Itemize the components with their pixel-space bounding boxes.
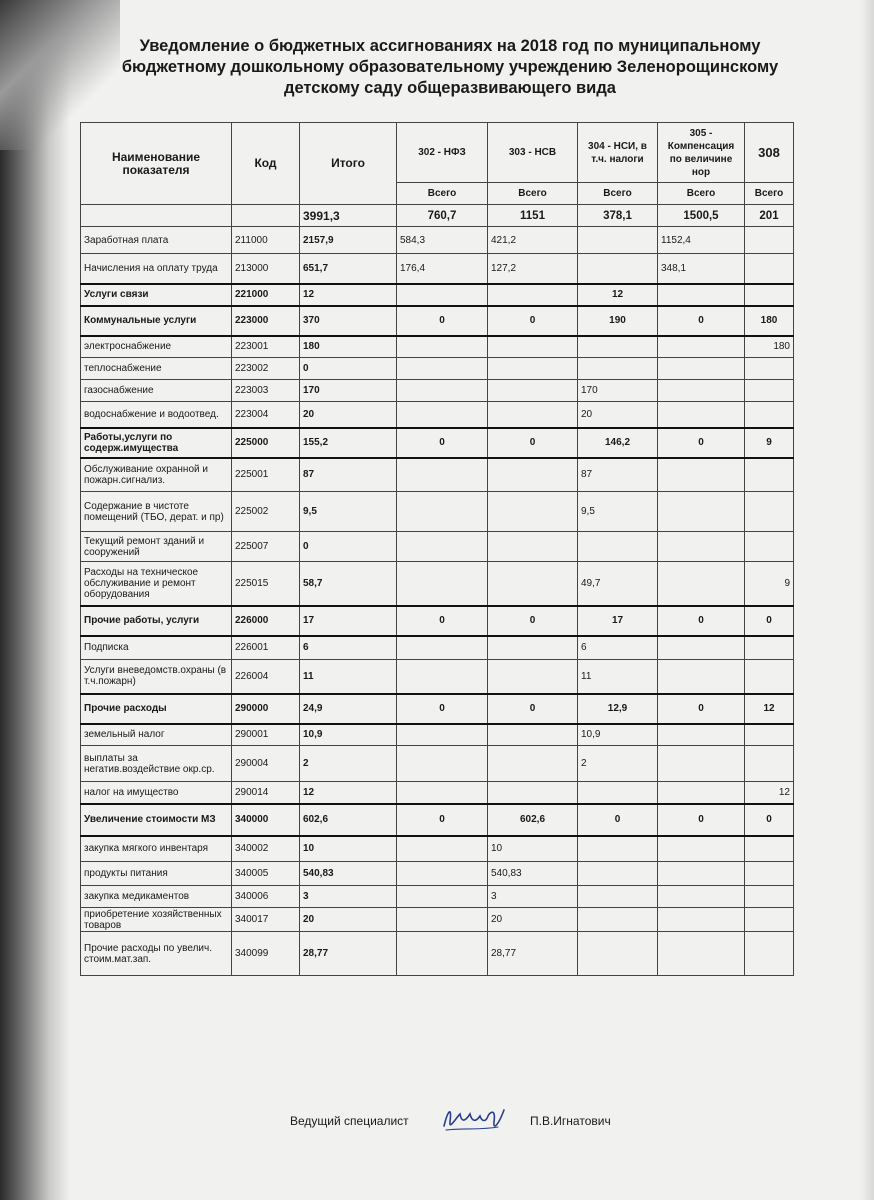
- row-302: 176,4: [397, 254, 488, 284]
- row-304: 20: [578, 402, 658, 428]
- row-304: 11: [578, 660, 658, 694]
- row-code: 340005: [232, 862, 300, 886]
- row-304: [578, 254, 658, 284]
- row-305: 1152,4: [658, 227, 745, 254]
- handwritten-signature: [438, 1100, 508, 1138]
- summary-303: 1151: [488, 205, 578, 227]
- row-name: Содержание в чистоте помещений (ТБО, дерат. и пр): [81, 492, 232, 532]
- row-304: 49,7: [578, 562, 658, 606]
- row-code: 223004: [232, 402, 300, 428]
- row-name: Услуги связи: [81, 284, 232, 306]
- row-code: 340099: [232, 932, 300, 976]
- title-line-1: Уведомление о бюджетных ассигнованиях на 2018 год по муниципальному: [139, 37, 761, 55]
- row-code: 223001: [232, 336, 300, 358]
- subheader-all-308: Всего: [745, 183, 794, 205]
- row-304: 17: [578, 606, 658, 636]
- row-total: 11: [300, 660, 397, 694]
- row-304: 2: [578, 746, 658, 782]
- row-308: 0: [745, 804, 794, 836]
- row-total: 20: [300, 908, 397, 932]
- subheader-all-303: Всего: [488, 183, 578, 205]
- row-total: 28,77: [300, 932, 397, 976]
- row-308: [745, 284, 794, 306]
- row-total: 170: [300, 380, 397, 402]
- row-302: 0: [397, 804, 488, 836]
- row-303: [488, 458, 578, 492]
- row-code: 290001: [232, 724, 300, 746]
- table-row: [81, 660, 794, 694]
- row-302: [397, 660, 488, 694]
- row-308: [745, 908, 794, 932]
- row-305: [658, 908, 745, 932]
- row-code: 340017: [232, 908, 300, 932]
- row-total: 58,7: [300, 562, 397, 606]
- row-name: Работы,услуги по содерж.имущества: [81, 428, 232, 458]
- table-row: [81, 284, 794, 306]
- row-304: [578, 532, 658, 562]
- row-303: 0: [488, 606, 578, 636]
- table-row: [81, 227, 794, 254]
- row-304: 12,9: [578, 694, 658, 724]
- row-302: [397, 746, 488, 782]
- row-302: 584,3: [397, 227, 488, 254]
- row-code: 290004: [232, 746, 300, 782]
- row-code: 213000: [232, 254, 300, 284]
- table-row: [81, 804, 794, 836]
- row-name: приобретение хозяйственных товаров: [81, 908, 232, 932]
- row-303: [488, 336, 578, 358]
- row-302: [397, 724, 488, 746]
- row-305: 348,1: [658, 254, 745, 284]
- table-row: [81, 836, 794, 862]
- row-305: [658, 836, 745, 862]
- row-305: [658, 886, 745, 908]
- row-305: [658, 746, 745, 782]
- row-302: [397, 284, 488, 306]
- row-305: 0: [658, 428, 745, 458]
- row-name: Заработная плата: [81, 227, 232, 254]
- row-303: [488, 636, 578, 660]
- row-total: 370: [300, 306, 397, 336]
- row-304: 87: [578, 458, 658, 492]
- summary-code: [232, 205, 300, 227]
- row-total: 180: [300, 336, 397, 358]
- row-code: 223000: [232, 306, 300, 336]
- table-row: [81, 492, 794, 532]
- row-303: 3: [488, 886, 578, 908]
- row-name: газоснабжение: [81, 380, 232, 402]
- summary-row: [81, 205, 794, 227]
- row-302: [397, 636, 488, 660]
- row-total: 17: [300, 606, 397, 636]
- row-304: [578, 358, 658, 380]
- header-total: Итого: [300, 123, 397, 205]
- row-code: 226001: [232, 636, 300, 660]
- row-308: [745, 254, 794, 284]
- table-row: [81, 402, 794, 428]
- row-303: 28,77: [488, 932, 578, 976]
- row-308: [745, 836, 794, 862]
- row-305: [658, 636, 745, 660]
- table-row: [81, 746, 794, 782]
- row-total: 602,6: [300, 804, 397, 836]
- row-name: Подписка: [81, 636, 232, 660]
- header-name: Наименование показателя: [81, 123, 232, 205]
- row-total: 10,9: [300, 724, 397, 746]
- row-303: 0: [488, 306, 578, 336]
- summary-total: 3991,3: [300, 205, 397, 227]
- title-line-2: бюджетному дошкольному образовательному учреждению Зеленорощинскому: [121, 58, 779, 76]
- summary-name: [81, 205, 232, 227]
- row-304: [578, 862, 658, 886]
- row-code: 223002: [232, 358, 300, 380]
- table-row: [81, 562, 794, 606]
- row-total: 12: [300, 284, 397, 306]
- row-302: [397, 562, 488, 606]
- row-total: 540,83: [300, 862, 397, 886]
- row-304: 6: [578, 636, 658, 660]
- row-308: [745, 358, 794, 380]
- signer-position: Ведущий специалист: [290, 1114, 409, 1128]
- row-name: Обслуживание охранной и пожарн.сигнализ.: [81, 458, 232, 492]
- row-303: 602,6: [488, 804, 578, 836]
- row-total: 2: [300, 746, 397, 782]
- row-305: 0: [658, 694, 745, 724]
- row-302: 0: [397, 428, 488, 458]
- row-308: 9: [745, 428, 794, 458]
- row-code: 221000: [232, 284, 300, 306]
- row-code: 290014: [232, 782, 300, 804]
- table-row: [81, 886, 794, 908]
- summary-304: 378,1: [578, 205, 658, 227]
- row-304: 170: [578, 380, 658, 402]
- row-304: [578, 908, 658, 932]
- row-name: Увеличение стоимости МЗ: [81, 804, 232, 836]
- row-total: 2157,9: [300, 227, 397, 254]
- row-308: [745, 746, 794, 782]
- row-code: 340000: [232, 804, 300, 836]
- row-303: [488, 562, 578, 606]
- row-304: 10,9: [578, 724, 658, 746]
- row-name: закупка мягкого инвентаря: [81, 836, 232, 862]
- row-total: 0: [300, 532, 397, 562]
- row-303: [488, 746, 578, 782]
- row-302: [397, 836, 488, 862]
- row-304: 146,2: [578, 428, 658, 458]
- row-308: [745, 660, 794, 694]
- row-303: 421,2: [488, 227, 578, 254]
- row-308: 12: [745, 782, 794, 804]
- row-name: Прочие расходы по увелич. стоим.мат.зап.: [81, 932, 232, 976]
- row-308: 12: [745, 694, 794, 724]
- row-308: [745, 458, 794, 492]
- row-305: [658, 862, 745, 886]
- row-total: 651,7: [300, 254, 397, 284]
- row-302: [397, 908, 488, 932]
- row-308: [745, 402, 794, 428]
- row-code: 290000: [232, 694, 300, 724]
- table-row: [81, 606, 794, 636]
- row-308: [745, 532, 794, 562]
- row-304: 0: [578, 804, 658, 836]
- row-303: [488, 532, 578, 562]
- row-302: [397, 532, 488, 562]
- row-302: [397, 862, 488, 886]
- row-303: 127,2: [488, 254, 578, 284]
- row-name: Услуги вневедомств.охраны (в т.ч.пожарн): [81, 660, 232, 694]
- row-308: [745, 724, 794, 746]
- row-303: [488, 358, 578, 380]
- row-name: Текущий ремонт зданий и сооружений: [81, 532, 232, 562]
- row-303: 540,83: [488, 862, 578, 886]
- row-308: [745, 636, 794, 660]
- row-total: 9,5: [300, 492, 397, 532]
- row-303: 10: [488, 836, 578, 862]
- row-302: [397, 336, 488, 358]
- row-302: [397, 380, 488, 402]
- scan-shadow-right: [860, 0, 874, 1200]
- row-308: 9: [745, 562, 794, 606]
- summary-305: 1500,5: [658, 205, 745, 227]
- table-row: [81, 862, 794, 886]
- table-row: [81, 358, 794, 380]
- row-305: [658, 660, 745, 694]
- row-name: Коммунальные услуги: [81, 306, 232, 336]
- row-302: [397, 932, 488, 976]
- row-code: 340006: [232, 886, 300, 908]
- row-305: 0: [658, 804, 745, 836]
- budget-table: [80, 122, 794, 976]
- row-total: 3: [300, 886, 397, 908]
- table-row: [81, 932, 794, 976]
- row-305: [658, 380, 745, 402]
- row-305: [658, 532, 745, 562]
- row-308: 180: [745, 306, 794, 336]
- row-total: 6: [300, 636, 397, 660]
- subheader-all-304: Всего: [578, 183, 658, 205]
- signer-name: П.В.Игнатович: [530, 1114, 611, 1128]
- row-name: электроснабжение: [81, 336, 232, 358]
- table-row: [81, 336, 794, 358]
- header-code: Код: [232, 123, 300, 205]
- row-code: 226000: [232, 606, 300, 636]
- table-row: [81, 724, 794, 746]
- row-304: 12: [578, 284, 658, 306]
- header-304: 304 - НСИ, в т.ч. налоги: [578, 123, 658, 183]
- table-row: [81, 532, 794, 562]
- table-row: [81, 782, 794, 804]
- row-303: 0: [488, 694, 578, 724]
- row-305: 0: [658, 606, 745, 636]
- row-code: 226004: [232, 660, 300, 694]
- row-305: [658, 336, 745, 358]
- row-code: 223003: [232, 380, 300, 402]
- row-305: [658, 284, 745, 306]
- row-303: [488, 284, 578, 306]
- row-304: [578, 932, 658, 976]
- document-title: [100, 36, 800, 99]
- subheader-all-302: Всего: [397, 183, 488, 205]
- header-305: 305 - Компенсация по величине нор: [658, 123, 745, 183]
- row-total: 10: [300, 836, 397, 862]
- subheader-all-305: Всего: [658, 183, 745, 205]
- row-302: [397, 358, 488, 380]
- row-302: [397, 492, 488, 532]
- row-308: [745, 932, 794, 976]
- row-305: [658, 932, 745, 976]
- row-304: 190: [578, 306, 658, 336]
- summary-308: 201: [745, 205, 794, 227]
- header-303: 303 - НСВ: [488, 123, 578, 183]
- row-304: 9,5: [578, 492, 658, 532]
- header-308: 308: [745, 123, 794, 183]
- row-code: 225000: [232, 428, 300, 458]
- row-code: 340002: [232, 836, 300, 862]
- row-304: [578, 336, 658, 358]
- row-total: 87: [300, 458, 397, 492]
- row-308: 180: [745, 336, 794, 358]
- table-row: [81, 458, 794, 492]
- row-total: 24,9: [300, 694, 397, 724]
- row-303: [488, 402, 578, 428]
- row-302: [397, 402, 488, 428]
- row-total: 12: [300, 782, 397, 804]
- row-302: [397, 782, 488, 804]
- table-row: [81, 636, 794, 660]
- row-303: [488, 380, 578, 402]
- row-name: теплоснабжение: [81, 358, 232, 380]
- table-row: [81, 908, 794, 932]
- header-row: [81, 123, 794, 183]
- table-row: [81, 254, 794, 284]
- row-total: 155,2: [300, 428, 397, 458]
- table-row: [81, 428, 794, 458]
- row-302: [397, 886, 488, 908]
- row-308: [745, 492, 794, 532]
- row-303: [488, 660, 578, 694]
- row-total: 20: [300, 402, 397, 428]
- row-305: [658, 562, 745, 606]
- row-308: [745, 227, 794, 254]
- row-name: водоснабжение и водоотвед.: [81, 402, 232, 428]
- table-row: [81, 694, 794, 724]
- row-305: [658, 782, 745, 804]
- row-304: [578, 836, 658, 862]
- row-name: продукты питания: [81, 862, 232, 886]
- row-302: [397, 458, 488, 492]
- row-name: Начисления на оплату труда: [81, 254, 232, 284]
- row-303: 20: [488, 908, 578, 932]
- row-302: 0: [397, 606, 488, 636]
- row-name: закупка медикаментов: [81, 886, 232, 908]
- table-row: [81, 380, 794, 402]
- row-303: [488, 724, 578, 746]
- header-302: 302 - НФЗ: [397, 123, 488, 183]
- title-line-3: детскому саду общеразвивающего вида: [284, 79, 616, 97]
- row-308: [745, 862, 794, 886]
- row-302: 0: [397, 306, 488, 336]
- row-302: 0: [397, 694, 488, 724]
- row-308: 0: [745, 606, 794, 636]
- row-code: 225007: [232, 532, 300, 562]
- row-308: [745, 886, 794, 908]
- row-305: [658, 402, 745, 428]
- table-row: [81, 306, 794, 336]
- row-total: 0: [300, 358, 397, 380]
- row-name: Прочие работы, услуги: [81, 606, 232, 636]
- summary-302: 760,7: [397, 205, 488, 227]
- row-305: [658, 358, 745, 380]
- row-303: [488, 782, 578, 804]
- row-name: выплаты за негатив.воздействие окр.ср.: [81, 746, 232, 782]
- row-name: земельный налог: [81, 724, 232, 746]
- row-303: [488, 492, 578, 532]
- row-code: 225002: [232, 492, 300, 532]
- row-code: 225015: [232, 562, 300, 606]
- row-305: [658, 458, 745, 492]
- row-name: Прочие расходы: [81, 694, 232, 724]
- row-304: [578, 782, 658, 804]
- row-name: налог на имущество: [81, 782, 232, 804]
- row-code: 211000: [232, 227, 300, 254]
- row-305: 0: [658, 306, 745, 336]
- row-305: [658, 492, 745, 532]
- row-305: [658, 724, 745, 746]
- row-303: 0: [488, 428, 578, 458]
- scan-shadow-left: [0, 0, 70, 1200]
- row-code: 225001: [232, 458, 300, 492]
- row-304: [578, 886, 658, 908]
- row-308: [745, 380, 794, 402]
- row-name: Расходы на техническое обслуживание и ремонт оборудования: [81, 562, 232, 606]
- row-304: [578, 227, 658, 254]
